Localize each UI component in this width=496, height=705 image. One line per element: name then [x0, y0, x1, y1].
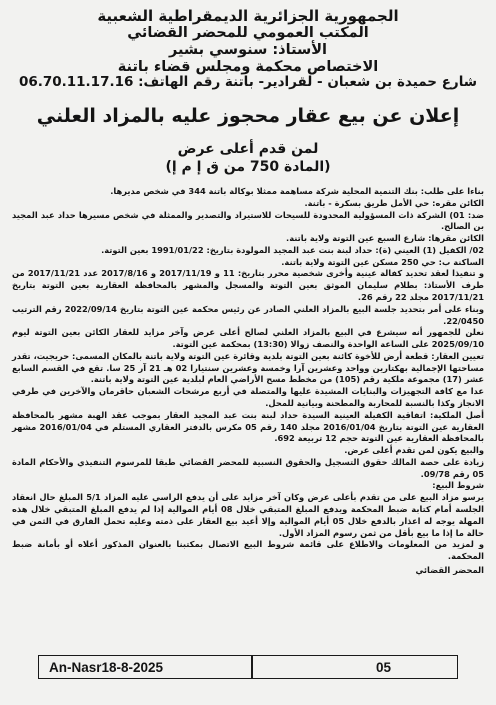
body-paragraph: الكائن مقرها: شارع السبع عين التوتة ولاية باتنة. [286, 233, 484, 244]
announcement-title: إعلان عن بيع عقار محجوز عليه بالمزاد العلني [36, 104, 460, 127]
body-paragraph: يرسو مزاد البيع على من تقدم بأعلى عرض وكان آخر مزايد على أن يدفع الراسي عليه المزاد 5/1 المبلغ حال انعقاد الجلسة أمام كتابة ضبط المحكمة ويدفع المبلغ المتبقي خلال 08 أيام الموالية إذا لم يدفع المبلغ المتبقي خلال هذه المهلة يوجه له اعذار بالدفع خلال 05 أيام الموالية وإلا أعيد بيع العقار على ذمته وعليه تحمل الفارق في الثمن في حالة ما إذا ما بيع بأقل من ثمن رسوم المزاد الأول. [12, 492, 485, 538]
office-line: المكتب العمومي للمحضر القضائي [127, 25, 369, 42]
body-paragraph: تعيين العقار: قطعة أرض للأخوة كائنة بعين التوتة بلدية وقائرة عين التوتة ولاية باتنة بالمكان المسمى: حريجيت، تقدر مساحتها الإجمالية بهكتارين وواحد وعشرين آرا وخمسة وعشرين سنتيارا 02 هـ 21 آر 25 سا. تقع في القسم السابع عشر (17) مجموعة ملكية رقم (105) من مخطط مسح الأراضي العام لبلدية عين التوتة ولاية باتنة. [12, 350, 484, 385]
newspaper-footer [38, 655, 458, 679]
announcement-subtitle [12, 140, 484, 176]
announcement-page [12, 8, 484, 658]
address-phone-line: شارع حميدة بن شعبان - لقرادير- باتنة رقم الهاتف: 06.70.11.17.16 [18, 74, 478, 91]
page-number: 05 [375, 659, 391, 675]
body-paragraph: الساكنة ب: حي 250 مسكن عين التوتة ولاية باتنة. [281, 256, 484, 267]
office-header [12, 8, 484, 91]
body-paragraph: الكائن مقره: حي الأمل طريق بسكرة - باتنة. [304, 197, 484, 208]
publication-name-date: An-Nasr18-8-2025 [49, 659, 164, 675]
body-paragraph: والبيع يكون لمن تقدم أعلى عرض. [344, 445, 484, 456]
body-paragraph: بناءا على طلب: بنك التنمية المحلية شركة مساهمة ممثلا بوكالة باتنة 344 في شخص مديرها. [110, 185, 484, 196]
body-paragraph: نعلن للجمهور أنه سيشرع في البيع بالمزاد العلني لصالح أعلى عرض وآخر مزايد للعقار الكائن بعين التوتة ليوم 2025/09/10 على الساعة الواحدة والنصف زوالا (13:30) بمحكمة عين التوتة. [12, 327, 484, 350]
footer-divider [251, 656, 253, 678]
body-paragraph: و لمزيد من المعلومات والاطلاع على قائمة شروط البيع الاتصال بمكتبنا بالعنوان المذكور أعلاه أو بأمانة ضبط المحكمة. [12, 539, 484, 562]
body-paragraph: وبناء على أمر بتحديد جلسة البيع بالمزاد العلني الصادر عن رئيس محكمة عين التوتة بتاريخ 2022/09/14 رقم الترتيب 22/0450. [12, 303, 484, 326]
subtitle-line-2: (المادة 750 من ق إ م إ) [165, 158, 331, 175]
subtitle-line-1: لمن قدم أعلى عرض [177, 140, 319, 157]
republic-line: الجمهورية الجزائرية الديمقراطية الشعبية [97, 7, 399, 25]
body-paragraph: 02/ الكفيل (1) العيني (ة): حداد لبنة بنت عبد المجيد المولودة بتاريخ: 1991/01/22 بعين التوتة. [101, 244, 484, 255]
body-paragraph: ضد: 01) الشركة ذات المسؤولية المحدودة للسيحات للاستيراد والتصدير والممثلة في شخص مسيرها حداد عبد المجيد بن الصالح. [12, 209, 484, 232]
body-paragraph: زيادة على حصة المالك حقوق التسجيل والحقوق النسبية للمحضر القضائي طبقا للمرسوم التنفيذي والأحكام المادة 05 رقم 09/78. [12, 456, 484, 479]
body-paragraph: شروط البيع: [432, 480, 484, 491]
announcement-body [12, 186, 484, 577]
jurisdiction-line: الاختصاص محكمة ومجلس قضاء باتنة [117, 58, 379, 75]
signature: المحضر القضائي [415, 564, 484, 575]
bailiff-name: الأستاذ: سنوسي بشير [168, 41, 328, 58]
body-paragraph: عدا مع كافة التجهيزات والبنايات المشيدة عليها والمتصلة في أربع مرشحات الشعبان حاقرمان والآخرين في طرفي الانجاز وكذا بالنسبة للمحاربة والمطحنة وبيانية للمحل. [12, 386, 484, 409]
body-paragraph: أصل الملكية: اتفاقية الكفيلة العينية السيدة حداد لبنة بنت عبد المجيد العقار بموجب عقد الهبة مشهر بالمحافظة العقارية عين التوتة بتاريخ 2016/01/04 مجلد 140 رقم 05 مكرس بالدفتر العقاري المستلم في 2016/01/04 مشهر بالمحافظة العقارية عين التوتة حجم 12 تربيعة 692. [12, 409, 484, 444]
body-paragraph: و تنفيذا لعقد تحديد كفالة عينية وأخرى شخصية محرر بتاريخ: 11 و 2017/11/19 و 2017/8/16 عدد 2017/11/21 من طرف الأستاذ: بطلام سليمان الموثق بعين التوتة والمسجل والمشهر بالمحافظة العقارية بعين التوتة بتاريخ 2017/11/21 مجلد 22 رقم 26. [12, 268, 484, 302]
